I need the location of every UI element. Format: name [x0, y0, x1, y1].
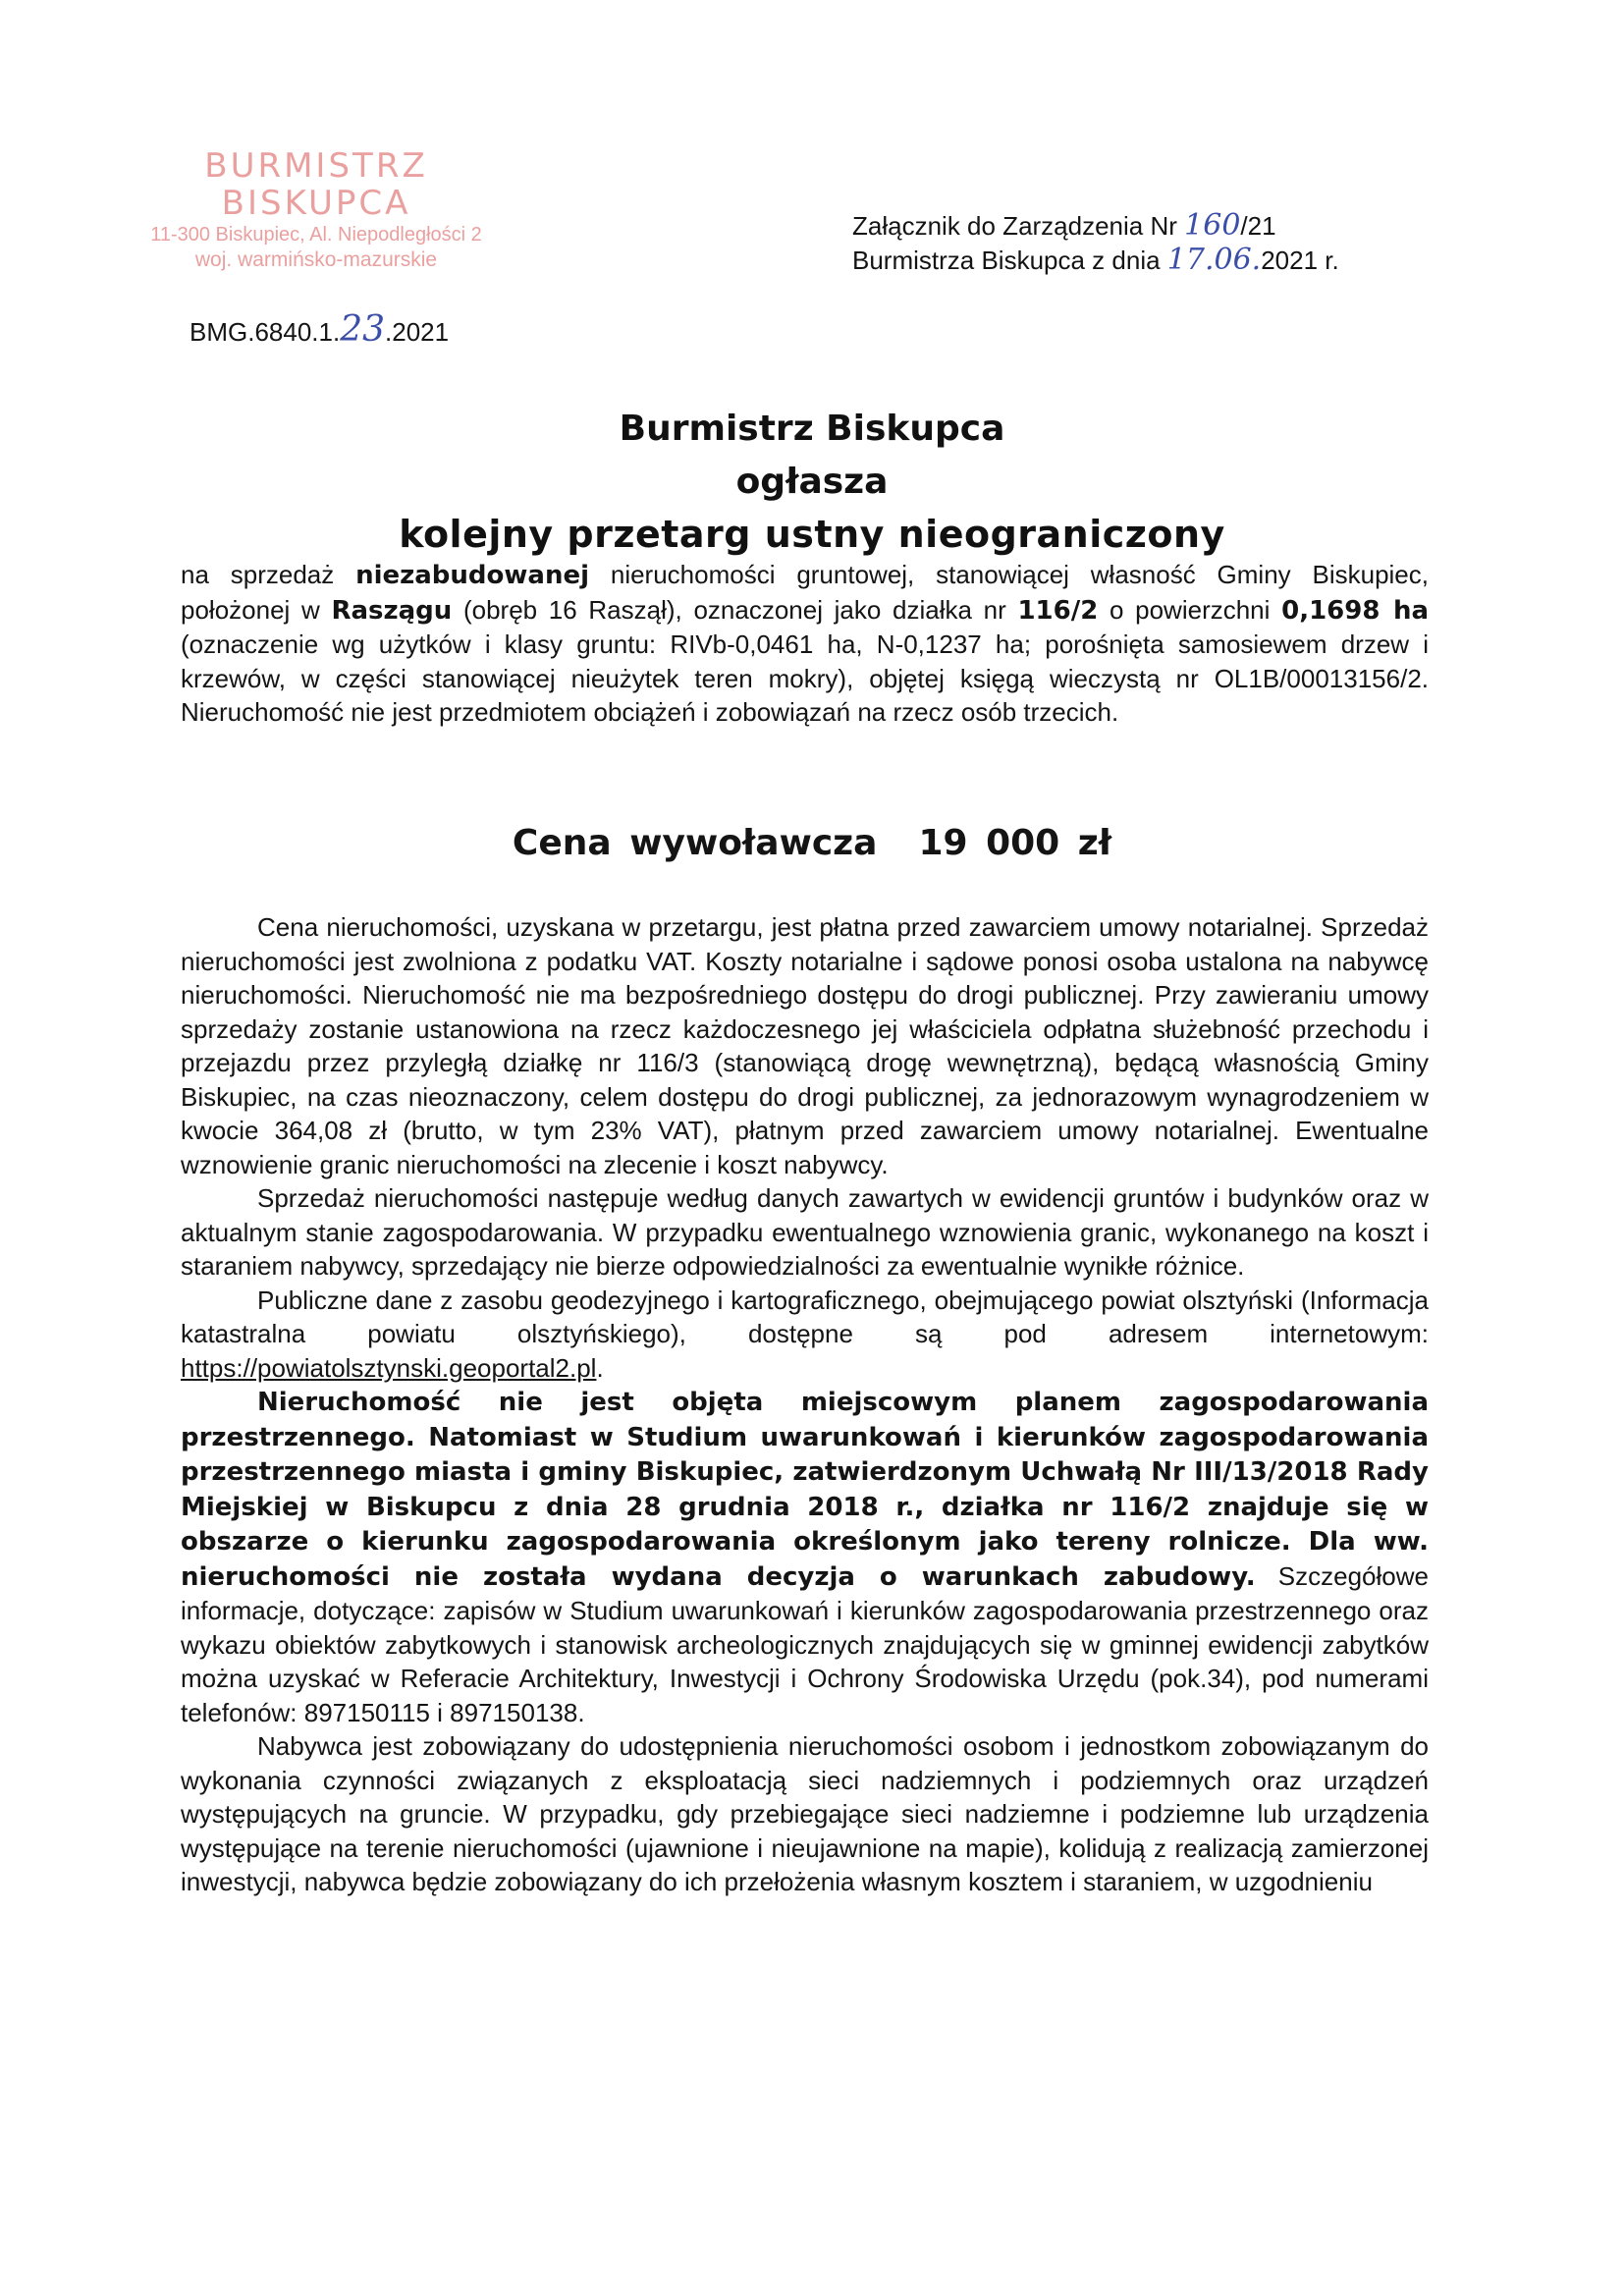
reference-number: BMG.6840.1.23.2021 [189, 309, 450, 350]
handwritten-decree-number: 160 [1184, 208, 1241, 243]
property-description: na sprzedaż niezabudowanej nieruchomości gruntowej, stanowiącej własność Gminy Biskupiec, położonej w Raszągu (obręb 16 Raszął), oznaczonej jako działka nr 116/2 o powierzchni 0,1698 ha (oznaczenie wg użytków i klasy gruntu: RIVb-0,0461 ha, N-0,1237 ha; porośnięta samosiewem drzew i krzewów, w części stanowiącej nieużytek teren mokry), objętej księgą wieczystą nr OL1B/00013156/2. Nieruchomość nie jest przedmiotem obciążeń i zobowiązań na rzecz osób trzecich. [181, 560, 1430, 727]
paragraph-utilities: Nabywca jest zobowiązany do udostępnienia nieruchomości osobom i jednostkom zobowiązanym do wykonania czynności związanych z eksploatacją sieci nadziemnych i podziemnych oraz urządzeń występujących na gruncie. W przypadku, gdy przebiegające sieci nadziemne i podziemne lub urządzenia występujące na terenie nieruchomości (ujawnione i nieujawnione na mapie), kolidują z realizacją zamierzonej inwestycji, nabywca będzie zobowiązany do ich przełożenia własnym kosztem i staraniem, w uzgodnieniu [181, 1731, 1429, 1896]
paragraph-geoportal: Publiczne dane z zasobu geodezyjnego i kartograficznego, obejmującego powiat olsztyński (Informacja katastralna powiatu olsztyńskiego), dostępne są pod adresem internetowym: https://powiatolsztynski.geoportal2.pl. [181, 1285, 1429, 1383]
stamp-title: BURMISTRZ BISKUPCA [204, 146, 428, 223]
heading-issuer: Burmistrz Biskupca [619, 409, 1005, 449]
paragraph-land-records: Sprzedaż nieruchomości następuje według danych zawartych w ewidencji gruntów i budynków oraz w aktualnym stanie zagospodarowania. W przypadku ewentualnego wznowienia granic, wykonanego na koszt i staraniem nabywcy, sprzedający nie bierze odpowiedzialności za ewentualnie wynikłe różnice. [181, 1183, 1429, 1281]
paragraph-payment: Cena nieruchomości, uzyskana w przetargu, jest płatna przed zawarciem umowy notarialnej. Sprzedaż nieruchomości jest zwolniona z podatku VAT. Koszty notarialne i sądowe ponosi osoba ustalona na nabywcę nieruchomości. Nieruchomość nie ma bezpośredniego dostępu do drogi publicznej. Przy zawieraniu umowy sprzedaży zostanie ustanowiona na rzecz każdoczesnego jej właściciela odpłatna służebność przechodu i przejazdu przez przyległą działkę nr 116/3 (stanowiącą drogę wewnętrzną), będącą własnością Gminy Biskupiec, na czas nieoznaczony, celem dostępu do drogi publicznej, za jednorazowym wynagrodzeniem w kwocie 364,08 zł (brutto, w tym 23% VAT), płatnym przed zawarciem umowy notarialnej. Ewentualne wznowienie granic nieruchomości na zlecenie i koszt nabywcy. [181, 912, 1429, 1179]
office-stamp [120, 147, 513, 273]
geoportal-link[interactable]: https://powiatolsztynski.geoportal2.pl [181, 1352, 597, 1383]
handwritten-reference: 23 [340, 309, 386, 350]
price-label: Cena wywoławcza [512, 823, 878, 863]
annex-note [852, 209, 1402, 278]
price-value: 19 000 zł [918, 823, 1112, 863]
starting-price [0, 823, 1624, 863]
annex-line-2: Burmistrza Biskupca z dnia 17.06.2021 r. [852, 243, 1339, 277]
handwritten-date: 17.06. [1166, 243, 1262, 277]
heading-announces: ogłasza [735, 462, 889, 502]
stamp-address: 11-300 Biskupiec, Al. Niepodległości 2 [150, 224, 482, 246]
stamp-voivodeship: woj. warmińsko-mazurskie [194, 248, 438, 271]
annex-line-1: Załącznik do Zarządzenia Nr 160/21 [852, 208, 1276, 243]
paragraph-zoning: Nieruchomość nie jest objęta miejscowym planem zagospodarowania przestrzennego. Natomiast w Studium uwarunkowań i kierunków zagospodarowania przestrzennego miasta i gminy Biskupiec, zatwierdzonym Uchwałą Nr III/13/2018 Rady Miejskiej w Biskupcu z dnia 28 grudnia 2018 r., działka nr 116/2 znajduje się w obszarze o kierunku zagospodarowania określonym jako tereny rolnicze. Dla ww. nieruchomości nie została wydana decyzja o warunkach zabudowy. Szczegółowe informacje, dotyczące: zapisów w Studium uwarunkowań i kierunków zagospodarowania przestrzennego oraz wykazu obiektów zabytkowych i stanowisk archeologicznych znajdujących się w gminnej ewidencji zabytków można uzyskać w Referacie Architektury, Inwestycji i Ochrony Środowiska Urzędu (pok.34), pod numerami telefonów: 897150115 i 897150138. [181, 1388, 1429, 1727]
heading-tender-type: kolejny przetarg ustny nieograniczony [399, 513, 1225, 556]
announcement-body [181, 910, 1429, 1899]
